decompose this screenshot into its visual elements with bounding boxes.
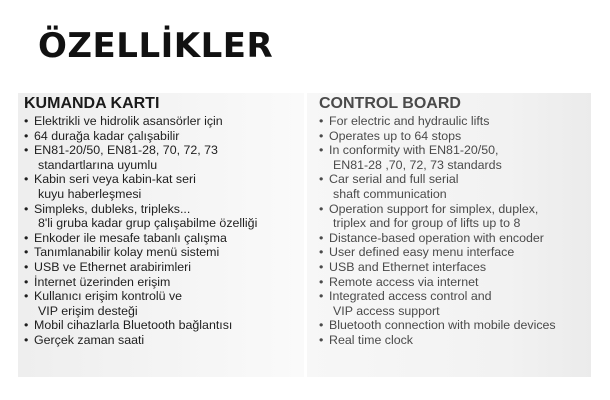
feature-item [319,245,591,260]
feature-text: Integrated access control and [329,289,492,304]
english-panel-heading: CONTROL BOARD [319,95,461,112]
feature-text: Kullanıcı erişim kontrolü ve [34,289,183,304]
bullet-icon: • [319,230,324,245]
bullet-icon: • [319,114,324,128]
bullet-icon: • [319,274,324,289]
feature-text: 64 durağa kadar çalışabilir [34,128,180,143]
feature-item [24,202,304,231]
feature-item [24,114,304,129]
feature-text: User defined easy menu interface [329,245,515,260]
bullet-icon: • [319,201,324,216]
feature-text: EN81-20/50, EN81-28, 70, 72, 73 [34,143,218,158]
feature-text-continuation: triplex and for group of lifts up to 8 [333,216,521,231]
bullet-icon: • [24,143,29,158]
feature-item [24,245,304,260]
feature-item [319,275,591,290]
feature-item [24,172,304,201]
bullet-icon: • [24,172,29,187]
feature-item [319,318,591,333]
feature-text-continuation: 8'li gruba kadar grup çalışabilme özelliği [38,216,258,231]
feature-item [319,143,591,172]
bullet-icon: • [24,318,29,333]
feature-text-continuation: VIP access support [333,303,440,318]
feature-item [24,260,304,275]
feature-text-continuation: EN81-28 ,70, 72, 73 standards [333,157,502,172]
feature-text: İnternet üzerinden erişim [34,274,171,289]
feature-item [319,289,591,318]
feature-text: USB ve Ethernet arabirimleri [34,259,192,274]
bullet-icon: • [24,230,29,245]
feature-text: Distance-based operation with encoder [329,230,544,245]
bullet-icon: • [24,259,29,274]
feature-item [319,172,591,201]
feature-text: Remote access via internet [329,274,479,289]
feature-item [319,114,591,129]
feature-item [24,129,304,144]
feature-item [319,333,591,348]
feature-text: Operates up to 64 stops [329,128,462,143]
bullet-icon: • [24,245,29,260]
english-feature-list [313,114,591,348]
bullet-icon: • [319,289,324,304]
english-features-panel [307,93,591,377]
bullet-icon: • [319,143,324,158]
bullet-icon: • [24,274,29,289]
feature-text: USB and Ethernet interfaces [329,259,487,274]
page-title: ÖZELLİKLER [38,26,274,66]
feature-text-continuation: VIP erişim desteği [38,303,138,318]
turkish-panel-heading: KUMANDA KARTI [24,95,160,112]
bullet-icon: • [24,114,29,128]
bullet-icon: • [24,332,29,347]
bullet-icon: • [319,128,324,143]
feature-item [319,202,591,231]
feature-text: Bluetooth connection with mobile devices [329,318,556,333]
feature-item [24,143,304,172]
bullet-icon: • [319,259,324,274]
feature-text: Mobil cihazlarla Bluetooth bağlantısı [34,318,233,333]
feature-item [24,333,304,348]
bullet-icon: • [24,128,29,143]
bullet-icon: • [24,289,29,304]
bullet-icon: • [319,332,324,347]
feature-text-continuation: kuyu haberleşmesi [38,186,142,201]
feature-item [319,260,591,275]
feature-text: Real time clock [329,332,414,347]
feature-text: Simpleks, dubleks, tripleks... [34,201,191,216]
bullet-icon: • [24,201,29,216]
feature-text: Enkoder ile mesafe tabanlı çalışma [34,230,227,245]
feature-item [319,129,591,144]
feature-text: Gerçek zaman saati [34,332,145,347]
turkish-feature-list [24,114,304,348]
feature-text: Kabin seri veya kabin-kat seri [34,172,196,187]
feature-text: Elektrikli ve hidrolik asansörler için [34,114,223,128]
bullet-icon: • [319,318,324,333]
feature-text: For electric and hydraulic lifts [329,114,490,128]
feature-text-continuation: standartlarına uyumlu [38,157,158,172]
turkish-features-panel [18,93,304,377]
feature-item [24,289,304,318]
feature-text: Operation support for simplex, duplex, [329,201,539,216]
feature-text: Tanımlanabilir kolay menü sistemi [34,245,220,260]
feature-text: In conformity with EN81-20/50, [329,143,499,158]
feature-item [24,275,304,290]
feature-text: Car serial and full serial [329,172,459,187]
feature-text-continuation: shaft communication [333,186,447,201]
bullet-icon: • [319,172,324,187]
feature-item [24,231,304,246]
feature-item [319,231,591,246]
feature-item [24,318,304,333]
bullet-icon: • [319,245,324,260]
